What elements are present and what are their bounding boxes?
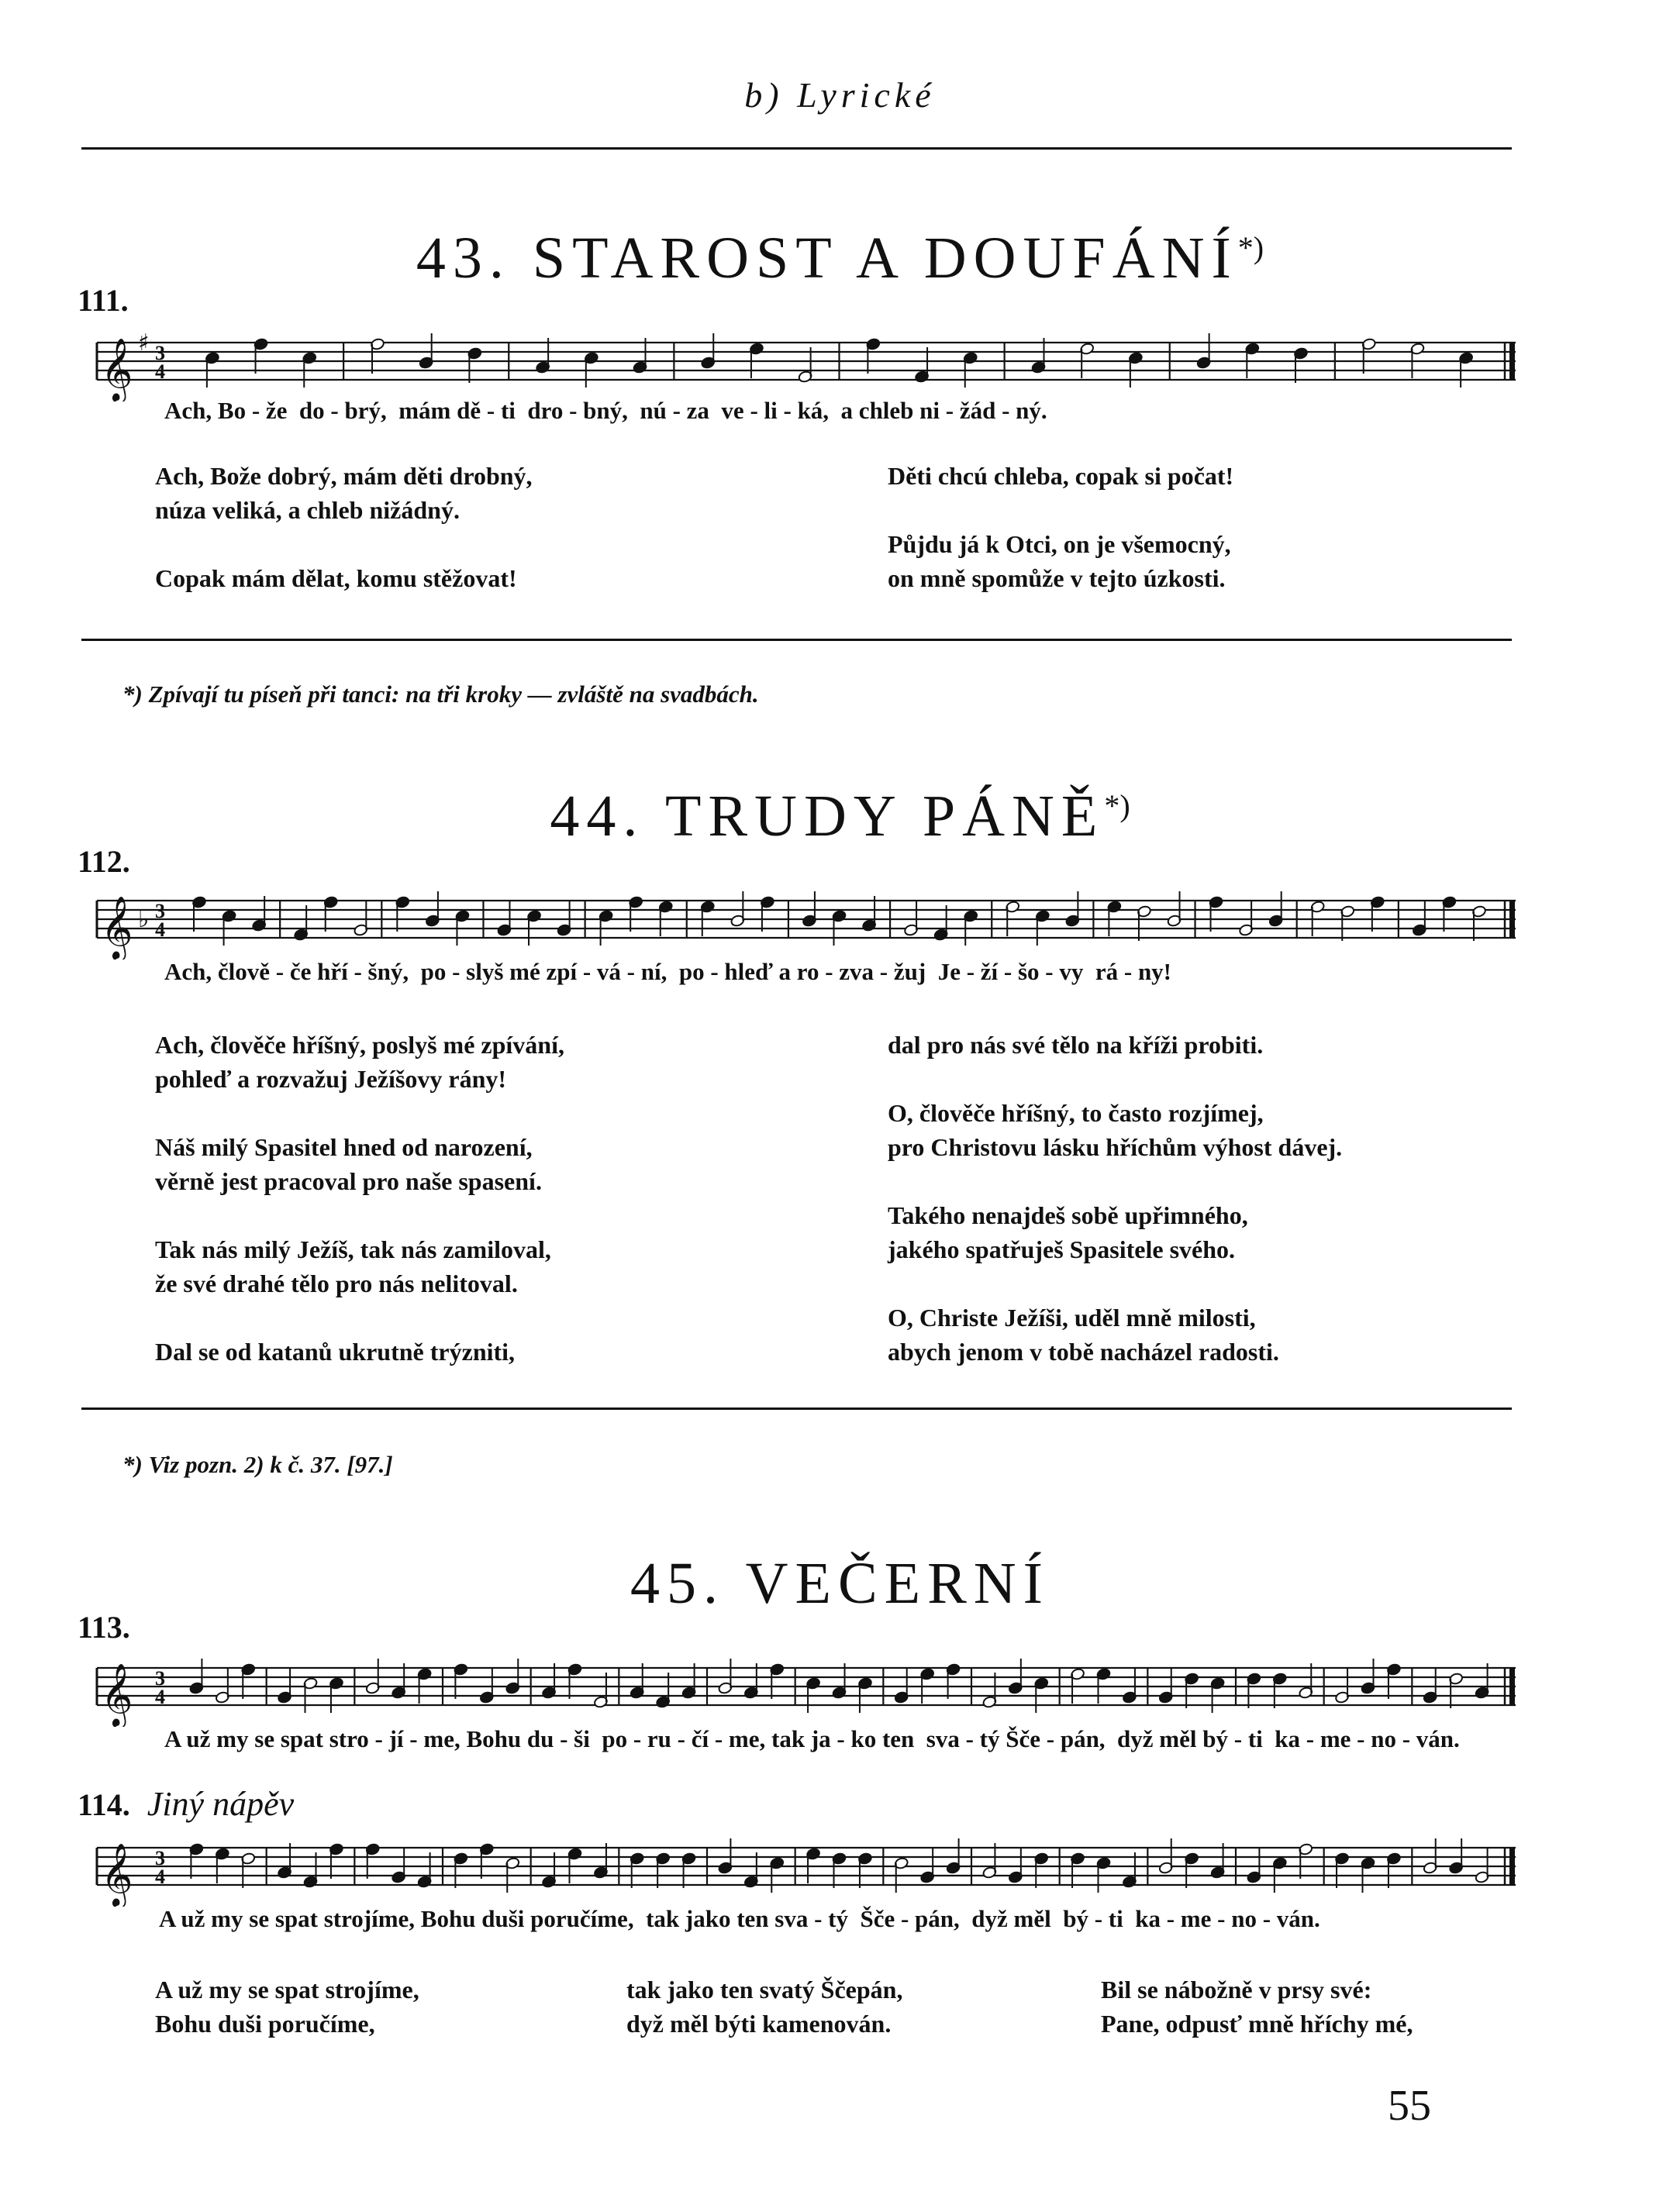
final-barline-thick — [1509, 1668, 1515, 1705]
verses-left: Ach, Bože dobrý, mám děti drobný, núza veliká, a chleb nižádný. Copak mám dělat, komu stěžovat! — [155, 462, 533, 592]
song-title-43: 43. STAROST A DOUFÁNÍ*) — [416, 226, 1264, 291]
melody-lyrics: Ach, člově - če hří - šný, po - slyš mé zpí - vá - ní, po - hleď a ro - zva - žuj Je - ží - šo - vy rá - ny! — [164, 958, 1172, 985]
melody-number: 112. — [78, 844, 130, 879]
time-signature-bottom: 4 — [155, 918, 165, 941]
time-signature-top: 3 — [155, 1667, 165, 1690]
footnote: *) Viz pozn. 2) k č. 37. [97.] — [122, 1451, 393, 1478]
verses-col1: A už my se spat strojíme, Bohu duši poručíme, — [155, 1976, 419, 2038]
final-barline-thick — [1509, 343, 1515, 380]
music-staff — [93, 1657, 1520, 1727]
melody-number: 114. Jiný nápěv — [78, 1785, 295, 1823]
alternate-melody-label: Jiný nápěv — [147, 1785, 295, 1823]
melody-lyrics: A už my se spat strojíme, Bohu duši poručíme, tak jako ten sva - tý Šče - pán, dyž měl bý - ti ka - me - no - ván. — [159, 1905, 1320, 1932]
time-signature-top: 3 — [155, 342, 165, 364]
flat-icon: ♭ — [138, 906, 150, 933]
treble-clef-icon: 𝄞 — [101, 1662, 133, 1726]
verses-left: Ach, člověče hříšný, poslyš mé zpívání, pohleď a rozvažuj Ježíšovy rány! Náš milý Spasitel hned od narození, věrně jest pracoval pro naše spasení. Tak nás milý Ježíš, tak nás zamiloval, že své drahé tělo pro nás nelitoval. Dal se od katanů ukrutně trýzniti, — [155, 1031, 564, 1366]
sharp-icon: ♯ — [138, 332, 150, 357]
verses-col3: Bil se nábožně v prsy své: Pane, odpusť mně hříchy mé, — [1101, 1976, 1413, 2038]
time-signature-bottom: 4 — [155, 1686, 165, 1708]
final-barline-thick — [1509, 1848, 1515, 1885]
time-signature-bottom: 4 — [155, 1866, 165, 1888]
time-signature-top: 3 — [155, 900, 165, 922]
page-number: 55 — [1388, 2082, 1431, 2130]
final-barline-thick — [1509, 901, 1515, 938]
song-title-44: 44. TRUDY PÁNĚ*) — [550, 784, 1130, 849]
melody-lyrics: A už my se spat stro - jí - me, Bohu du - ši po - ru - čí - me, tak ja - ko ten sva - tý Šče - pán, dyž měl bý - ti ka - me - no - ván. — [164, 1725, 1460, 1752]
treble-clef-icon: 𝄞 — [101, 1842, 133, 1906]
music-staff — [93, 890, 1520, 960]
header-rule — [81, 147, 1512, 150]
melody-number: 111. — [78, 283, 129, 318]
song-title-45: 45. VEČERNÍ — [630, 1551, 1050, 1616]
section-rule — [81, 1407, 1512, 1410]
verses-col2: tak jako ten svatý Ščepán, dyž měl býti kamenován. — [626, 1976, 903, 2038]
footnote: *) Zpívají tu píseň při tanci: na tři kroky — zvláště na svadbách. — [122, 680, 759, 708]
time-signature-bottom: 4 — [155, 360, 165, 383]
verses-right: Děti chcú chleba, copak si počat! Půjdu já k Otci, on je všemocný, on mně spomůže v tejto úzkosti. — [888, 462, 1234, 592]
music-staff — [93, 1837, 1520, 1907]
melody-lyrics: Ach, Bo - že do - brý, mám dě - ti dro - bný, nú - za ve - li - ká, a chleb ni - žád - ný. — [164, 397, 1047, 424]
time-signature-top: 3 — [155, 1847, 165, 1869]
verses-right: dal pro nás své tělo na kříži probiti. O, člověče hříšný, to často rozjímej, pro Christovu lásku hříchům výhost dávej. Takého nenajdeš sobě upřimného, jakého spatřuješ Spasitele svého. O, Christe Ježíši, uděl mně milosti, abych jenom v tobě nacházel radosti. — [888, 1031, 1343, 1366]
melody-number: 113. — [78, 1610, 130, 1645]
music-staff — [93, 332, 1520, 401]
treble-clef-icon: 𝄞 — [101, 895, 133, 959]
section-header: b) Lyrické — [744, 75, 936, 115]
section-rule — [81, 639, 1512, 641]
treble-clef-icon: 𝄞 — [101, 337, 133, 401]
